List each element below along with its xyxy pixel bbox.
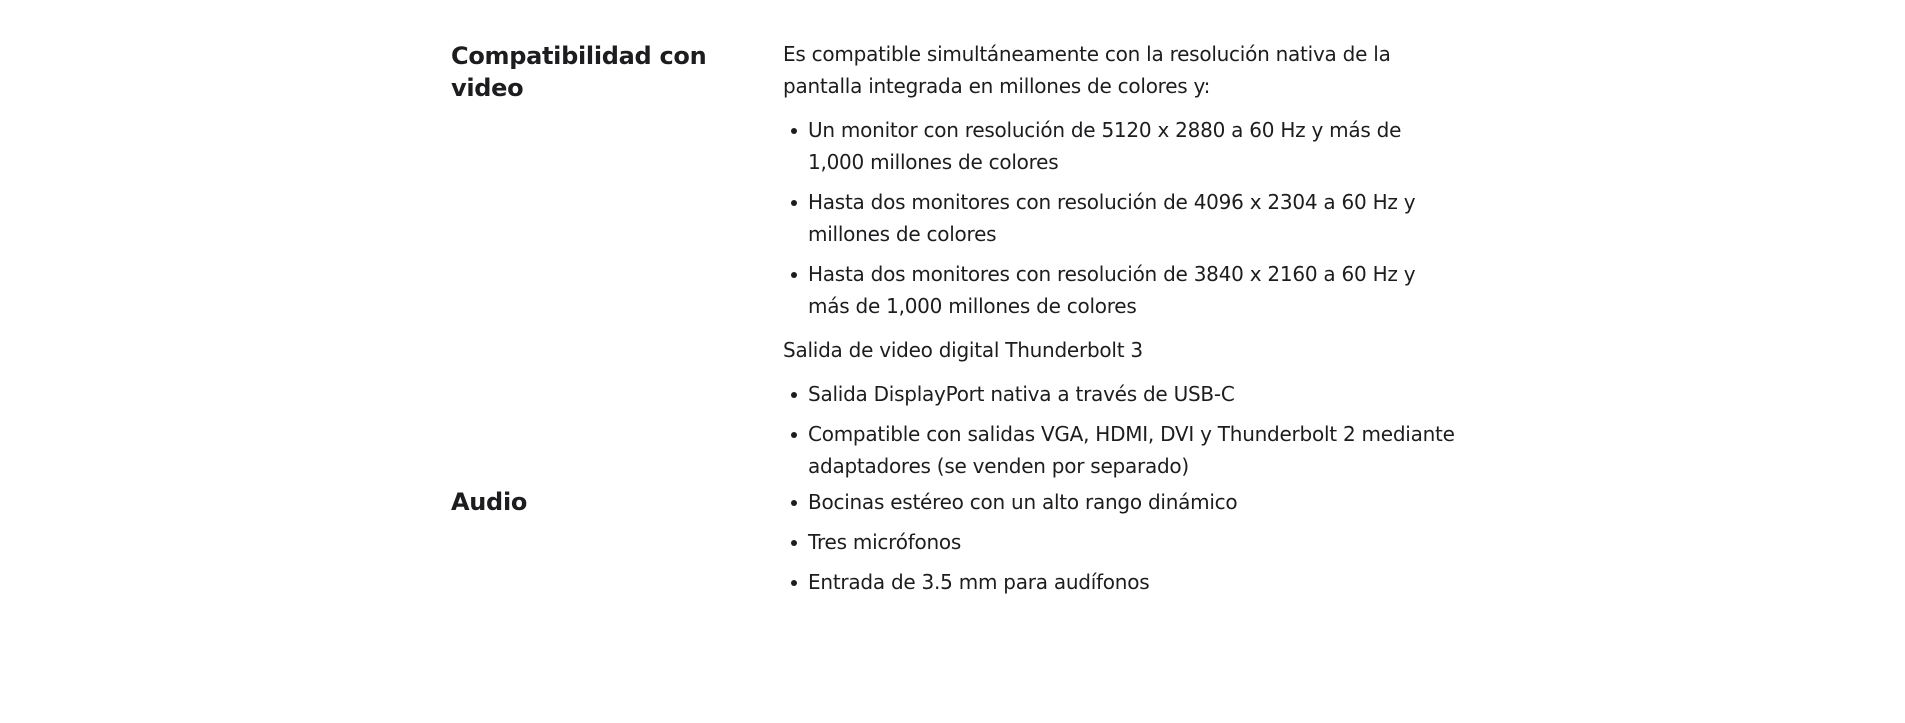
video-output-list <box>783 378 1461 482</box>
list-item: Bocinas estéreo con un alto rango dinámico <box>808 486 1461 518</box>
list-item: Salida DisplayPort nativa a través de USB-C <box>808 378 1461 410</box>
audio-body <box>783 486 1461 606</box>
monitor-support-list <box>783 114 1461 322</box>
video-intro-text: Es compatible simultáneamente con la resolución nativa de la pantalla integrada en millones de colores y: <box>783 42 1391 98</box>
audio-title: Audio <box>451 488 528 516</box>
list-item: Compatible con salidas VGA, HDMI, DVI y Thunderbolt 2 mediante adaptadores (se venden por separado) <box>808 418 1461 482</box>
list-item: Un monitor con resolución de 5120 x 2880 a 60 Hz y más de 1,000 millones de colores <box>808 114 1461 178</box>
list-item: Tres micrófonos <box>808 526 1461 558</box>
list-item: Entrada de 3.5 mm para audífonos <box>808 566 1461 598</box>
audio-section <box>451 490 1461 606</box>
list-item: Hasta dos monitores con resolución de 3840 x 2160 a 60 Hz y más de 1,000 millones de colores <box>808 258 1461 322</box>
audio-features-list <box>783 486 1461 598</box>
video-output-heading: Salida de video digital Thunderbolt 3 <box>783 338 1143 362</box>
video-compatibility-title: Compatibilidad con video <box>451 42 707 102</box>
tech-specs <box>451 0 1461 606</box>
video-compatibility-body <box>783 38 1461 490</box>
list-item: Hasta dos monitores con resolución de 4096 x 2304 a 60 Hz y millones de colores <box>808 186 1461 250</box>
video-compatibility-section <box>451 0 1461 490</box>
